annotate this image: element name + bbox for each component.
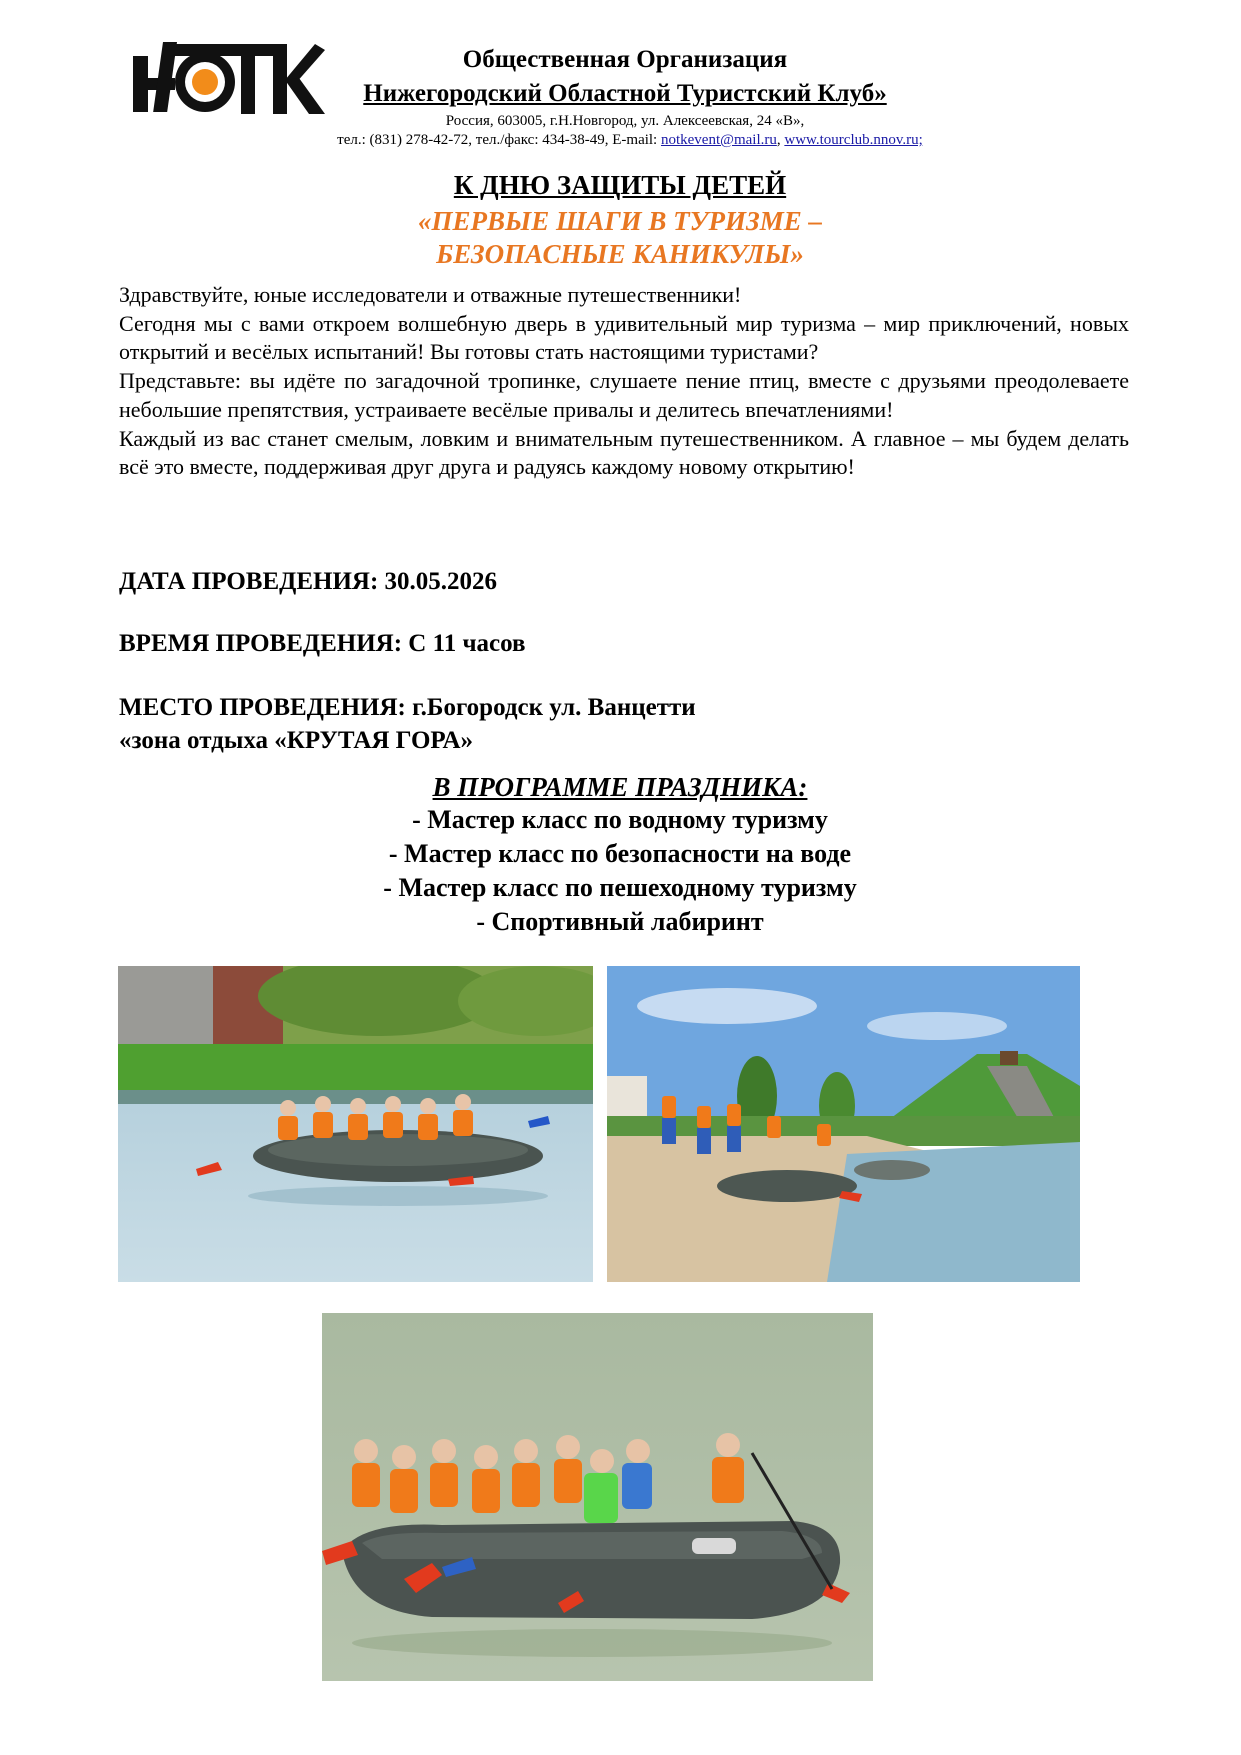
club-logo xyxy=(133,42,325,120)
program-item: - Мастер класс по пешеходному туризму xyxy=(383,873,857,902)
photo-raft-river xyxy=(118,966,593,1282)
photo-beach-hill xyxy=(607,966,1080,1282)
event-title-line2: БЕЗОПАСНЫЕ КАНИКУЛЫ» xyxy=(436,239,804,269)
photo-raft-closeup xyxy=(322,1313,873,1681)
org-contacts xyxy=(200,132,1060,149)
event-date: ДАТА ПРОВЕДЕНИЯ: 30.05.2026 xyxy=(119,568,498,595)
program-heading: В ПРОГРАММЕ ПРАЗДНИКА: xyxy=(432,772,808,802)
event-place-detail: «зона отдыха «КРУТАЯ ГОРА» xyxy=(119,727,474,754)
event-place: МЕСТО ПРОВЕДЕНИЯ: г.Богородск ул. Ванцетти xyxy=(119,694,696,721)
paragraph-imagine: Представьте: вы идёте по загадочной тропинке, слушаете пение птиц, вместе с друзьями преодолеваете небольшие препятствия, устраиваете весёлые привалы и делитесь впечатлениями! xyxy=(119,368,1129,422)
org-address: Россия, 603005, г.Н.Новгород, ул. Алексеевская, 24 «В», xyxy=(445,113,805,129)
email-link[interactable]: notkevent@mail.ru xyxy=(660,132,777,148)
website-link[interactable]: www.tourclub.nnov.ru; xyxy=(784,132,923,148)
invitation-text xyxy=(119,281,1129,482)
contacts-phones: тел.: (831) 278-42-72, тел./факс: 434-38-49, E-mail: xyxy=(337,132,661,148)
event-heading: К ДНЮ ЗАЩИТЫ ДЕТЕЙ xyxy=(453,170,787,200)
paragraph-together: Каждый из вас станет смелым, ловким и внимательным путешественником. А главное – мы будем делать всё это вместе, поддерживая друг друга и радуясь каждому новому открытию! xyxy=(119,425,1129,480)
paragraph-greeting: Здравствуйте, юные исследователи и отважные путешественники! xyxy=(119,282,742,307)
program-item: - Мастер класс по безопасности на воде xyxy=(388,839,852,868)
event-title-line1: «ПЕРВЫЕ ШАГИ В ТУРИЗМЕ – xyxy=(418,206,822,236)
paragraph-intro: Сегодня мы с вами откроем волшебную дверь в удивительный мир туризма – мир приключений, новых открытий и весёлых испытаний! Вы готовы стать настоящими туристами? xyxy=(119,310,1129,365)
program-item: - Спортивный лабиринт xyxy=(476,907,764,936)
contacts-separator: , xyxy=(776,132,785,148)
event-time: ВРЕМЯ ПРОВЕДЕНИЯ: С 11 часов xyxy=(119,630,526,657)
org-title-line2: Нижегородский Областной Туристский Клуб» xyxy=(363,80,887,107)
program-item: - Мастер класс по водному туризму xyxy=(412,805,828,834)
org-title-line1: Общественная Организация xyxy=(462,46,788,73)
